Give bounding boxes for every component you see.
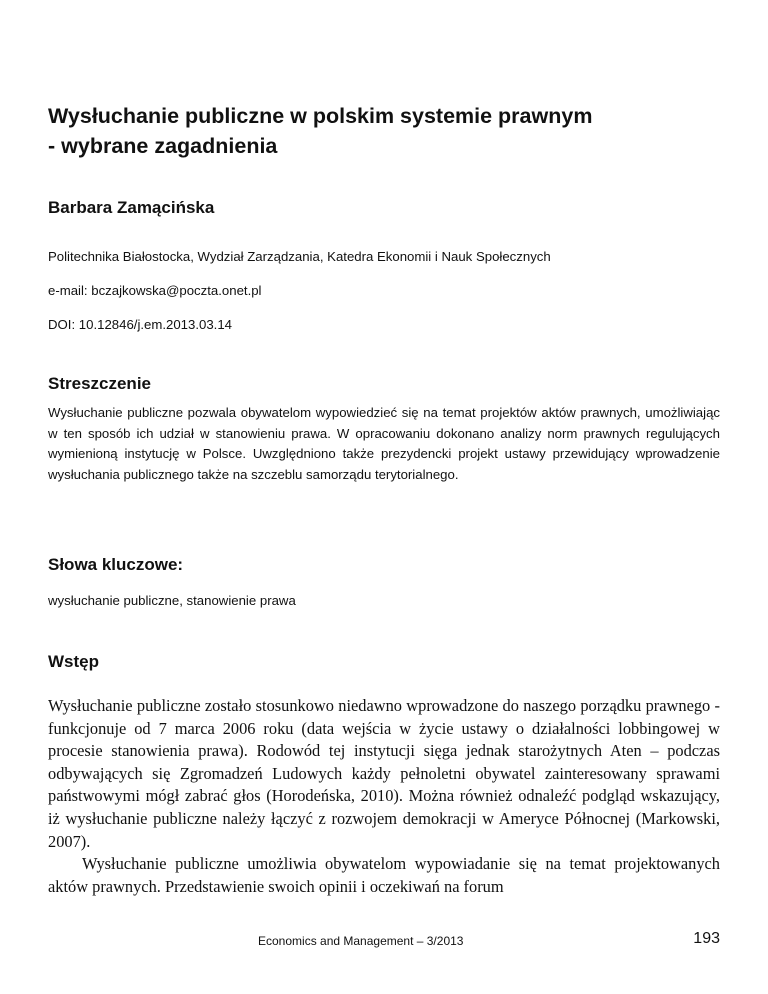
footer-journal-name: Economics and Management – 3/2013 — [258, 934, 464, 948]
paper-title-line-2: - wybrane zagadnienia — [48, 134, 278, 158]
author-email: e-mail: bczajkowska@poczta.onet.pl — [48, 283, 262, 298]
abstract-heading: Streszczenie — [48, 374, 151, 393]
intro-body — [48, 695, 720, 898]
author-name: Barbara Zamącińska — [48, 198, 215, 217]
paper-title — [48, 101, 708, 161]
keywords-heading: Słowa kluczowe: — [48, 555, 184, 574]
intro-heading: Wstęp — [48, 652, 99, 671]
page-number: 193 — [693, 930, 720, 947]
author-affiliation: Politechnika Białostocka, Wydział Zarządzania, Katedra Ekonomii i Nauk Społecznych — [48, 249, 551, 264]
keywords-text: wysłuchanie publiczne, stanowienie prawa — [48, 593, 296, 608]
intro-paragraph-2: Wysłuchanie publiczne umożliwia obywatelom wypowiadanie się na temat projektowanych aktów prawnych. Przedstawienie swoich opinii i oczekiwań na forum — [48, 854, 720, 896]
abstract-text: Wysłuchanie publiczne pozwala obywatelom wypowiedzieć się na temat projektów aktów prawnych, umożliwiając w ten sposób ich udział w stanowieniu prawa. W opracowaniu dokonano analizy norm prawnych regulujących wymienioną instytucję w Polsce. Uwzględniono także prezydencki projekt ustawy przewidujący wprowadzenie wysłuchania publicznego także na szczeblu samorządu terytorialnego. — [48, 405, 720, 482]
intro-paragraph-1: Wysłuchanie publiczne zostało stosunkowo niedawno wprowadzone do naszego porządku prawnego - funkcjonuje od 7 marca 2006 roku (data wejścia w życie ustawy o działalności lobbingowej w procesie stanowienia prawa). Rodowód tej instytucji sięga jednak starożytnych Aten – podczas odbywających się Zgromadzeń Ludowych każdy pełnoletni obywatel zainteresowany sprawami państwowymi mógł zabrać głos (Horodeńska, 2010). Można również odnaleźć podgląd wskazujący, iż wysłuchanie publiczne należy łączyć z rozwojem demokracji w Ameryce Północnej (Markowski, 2007). — [48, 696, 720, 851]
doi: DOI: 10.12846/j.em.2013.03.14 — [48, 317, 233, 332]
paper-title-line-1: Wysłuchanie publiczne w polskim systemie prawnym — [48, 104, 593, 128]
